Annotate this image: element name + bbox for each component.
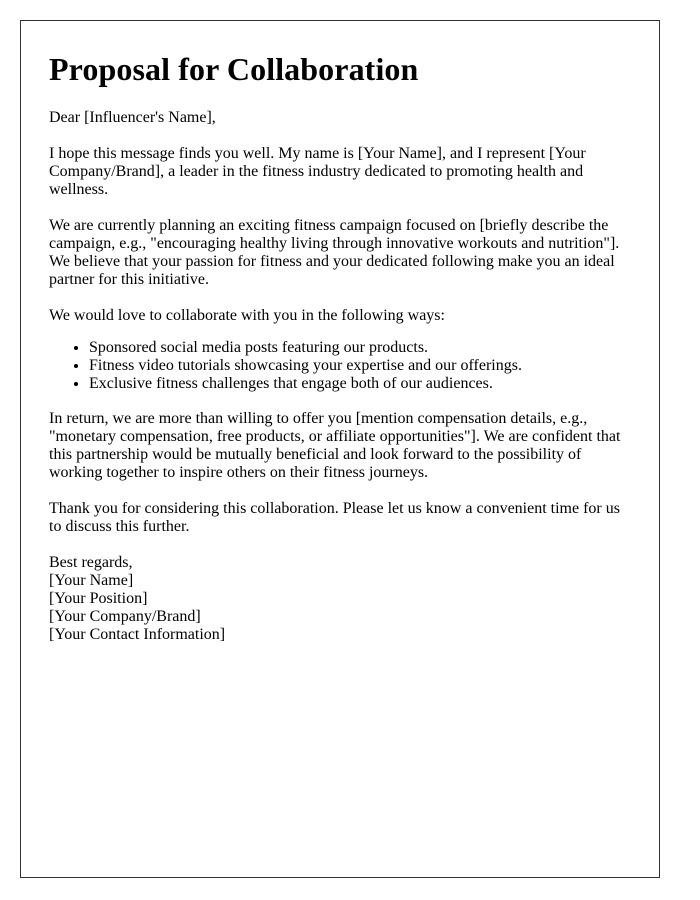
signoff: Best regards,: [49, 554, 133, 571]
list-item: • Exclusive fitness challenges that engage both of our audiences.: [89, 375, 635, 393]
list-item: • Sponsored social media posts featuring our products.: [89, 339, 635, 357]
letter-page: [20, 20, 660, 878]
campaign-paragraph: We are currently planning an exciting fitness campaign focused on [briefly describe the campaign, e.g., "encouraging healthy living through innovative workouts and nutrition"]. We believe that your passion for fitness and your dedicated following make you an ideal partner for this initiative.: [49, 217, 620, 288]
intro-paragraph: I hope this message finds you well. My name is [Your Name], and I represent [Your Company/Brand], a leader in the fitness industry dedicated to promoting health and wellness.: [49, 145, 586, 198]
thanks-paragraph: Thank you for considering this collaboration. Please let us know a convenient time for us to discuss this further.: [49, 500, 620, 535]
list-item: • Fitness video tutorials showcasing your expertise and our offerings.: [89, 357, 635, 375]
sender-company: [Your Company/Brand]: [49, 608, 201, 625]
compensation-paragraph: In return, we are more than willing to offer you [mention compensation details, e.g., "monetary compensation, free products, or affiliate opportunities"]. We are confident that this partnership would be mutually beneficial and look forward to the possibility of working together to inspire others on their fitness journeys.: [49, 410, 621, 481]
letter-content: [49, 51, 635, 644]
sender-contact: [Your Contact Information]: [49, 626, 226, 643]
letter-title: Proposal for Collaboration: [49, 51, 419, 87]
sender-position: [Your Position]: [49, 590, 148, 607]
collaboration-lead-paragraph: We would love to collaborate with you in the following ways:: [49, 307, 445, 324]
closing-block: [49, 554, 635, 644]
salutation: Dear [Influencer's Name],: [49, 109, 216, 126]
sender-name: [Your Name]: [49, 572, 134, 589]
collaboration-list: [49, 339, 635, 393]
